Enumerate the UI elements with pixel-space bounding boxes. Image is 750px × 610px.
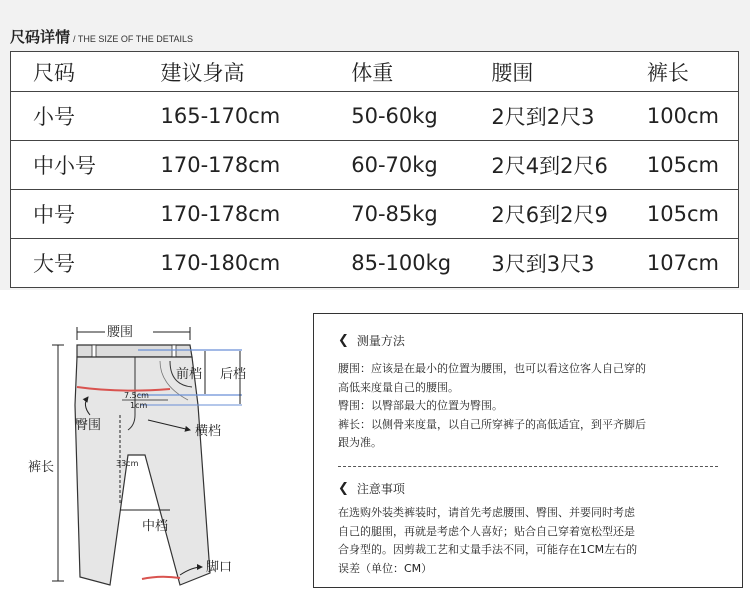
cell-length: 105cm: [637, 141, 739, 190]
label-length: 裤长: [28, 460, 55, 475]
table-row: [11, 190, 739, 239]
table-row: [11, 239, 739, 288]
table-row: [11, 92, 739, 141]
section-heading: [10, 26, 193, 47]
notice-title: 注意事项: [356, 482, 405, 496]
size-table: [10, 51, 739, 288]
label-front-rise: 前档: [176, 367, 203, 382]
notice-line: 合身型的。因剪裁工艺和丈量手法不同，可能存在1CM左右的: [338, 543, 638, 556]
cell-size: 小号: [11, 92, 111, 141]
size-detail-panel: [0, 0, 750, 290]
header-size: 尺码: [11, 52, 111, 92]
notice-text: [338, 504, 728, 578]
chevron-left-icon: ❮: [338, 333, 349, 348]
pants-illustration: [20, 305, 280, 600]
header-length: 裤长: [637, 52, 739, 92]
cell-waist: 2尺6到2尺9: [481, 190, 637, 239]
header-waist: 腰围: [481, 52, 637, 92]
cell-height: 170-178cm: [111, 190, 320, 239]
notice-line: 在选购外装类裤装时，请首先考虑腰围、臀围、并要同时考虑: [338, 506, 635, 519]
measurement-notes: [313, 313, 743, 588]
divider: [338, 466, 718, 467]
measure-line: 腰围：应该是在最小的位置为腰围，也可以看这位客人自己穿的: [338, 362, 646, 375]
label-hip: 臀围: [75, 418, 102, 433]
header-weight: 体重: [319, 52, 481, 92]
label-waist: 腰围: [107, 325, 134, 340]
cell-height: 170-180cm: [111, 239, 320, 288]
measure-line: 跟为准。: [338, 436, 382, 449]
cell-length: 107cm: [637, 239, 739, 288]
cell-height: 165-170cm: [111, 92, 320, 141]
cell-waist: 2尺到2尺3: [481, 92, 637, 141]
label-crotch: 横档: [195, 424, 222, 439]
label-back-rise: 后档: [220, 367, 247, 382]
header-height: 建议身高: [111, 52, 320, 92]
cell-weight: 50-60kg: [319, 92, 481, 141]
cell-length: 100cm: [637, 92, 739, 141]
label-mid-leg: 中档: [142, 519, 169, 534]
cell-weight: 85-100kg: [319, 239, 481, 288]
cell-length: 105cm: [637, 190, 739, 239]
measure-heading: [338, 332, 405, 349]
measure-line: 高低来度量自己的腰围。: [338, 380, 459, 394]
cell-weight: 60-70kg: [319, 141, 481, 190]
notice-line: 误差（单位：CM）: [338, 561, 433, 575]
heading-title: 尺码详情: [10, 28, 71, 46]
label-hem: 脚口: [206, 560, 233, 575]
measure-line: 裤长：以侧骨来度量，以自己所穿裤子的高低适宜，到平齐脚后: [338, 417, 646, 431]
label-inseam: 33cm: [116, 459, 139, 468]
cell-size: 中号: [11, 190, 111, 239]
cell-size: 大号: [11, 239, 111, 288]
label-rise-depth: 7.5cm: [124, 391, 149, 400]
label-offset: 1cm: [130, 401, 148, 410]
heading-subtitle: / THE SIZE OF THE DETAILS: [73, 34, 194, 44]
notice-line: 自己的腿围，再就是考虑个人喜好；贴合自己穿着宽松型还是: [338, 524, 635, 538]
measure-text: [338, 360, 728, 453]
cell-size: 中小号: [11, 141, 111, 190]
measure-title: 测量方法: [356, 334, 405, 348]
table-header-row: [11, 52, 739, 92]
chevron-left-icon: ❮: [338, 481, 349, 496]
measure-line: 臀围：以臀部最大的位置为臀围。: [338, 399, 503, 412]
cell-waist: 2尺4到2尺6: [481, 141, 637, 190]
cell-waist: 3尺到3尺3: [481, 239, 637, 288]
cell-height: 170-178cm: [111, 141, 320, 190]
table-row: [11, 141, 739, 190]
cell-weight: 70-85kg: [319, 190, 481, 239]
pants-diagram: [20, 305, 280, 600]
notice-heading: [338, 480, 405, 497]
